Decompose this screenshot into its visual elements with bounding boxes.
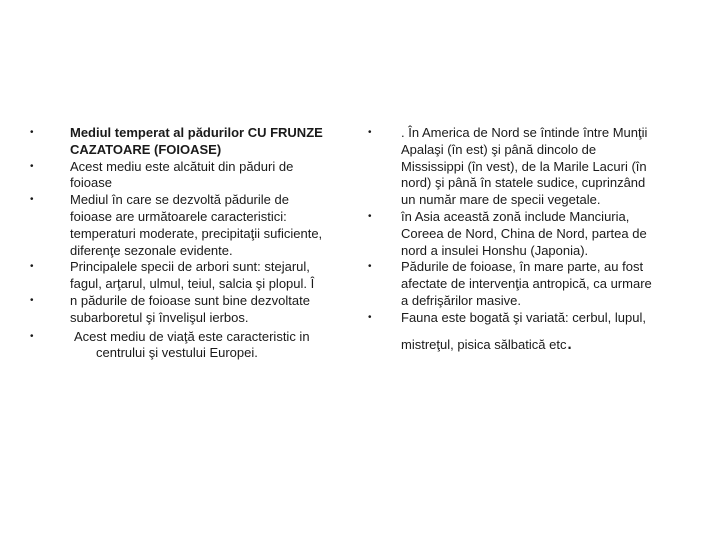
left-item-5-line-2: subarboretul şi învelişul ierbos. [70,309,249,325]
right-item-2-line-2: Coreea de Nord, China de Nord, partea de [401,225,647,241]
left-item-4-line-2: fagul, arţarul, ulmul, teiul, salcia şi plopul. Î [70,276,315,292]
right-item-2 [368,209,678,259]
left-item-3-line-1: Mediul în care se dezvoltă pădurile de [70,192,289,208]
final-period: . [566,328,573,354]
left-item-6-line-1: Acest mediu de viaţă este caracteristic in [74,328,310,344]
left-item-5 [30,293,350,327]
bullet-icon: • [368,210,372,222]
right-item-4 [368,310,678,327]
left-item-3-line-2: foioase are următoarele caracteristici: [70,208,287,224]
right-item-3 [368,259,678,309]
left-item-4-line-1: Principalele specii de arbori sunt: stejarul, [70,259,310,275]
left-item-2 [30,159,350,193]
left-item-3-line-4: diferenţe sezonale evidente. [70,242,233,258]
left-item-4 [30,259,350,293]
left-item-5-line-1: n pădurile de foioase sunt bine dezvoltate [70,292,310,308]
left-item-3 [30,192,350,259]
right-item-4-continuation-text: mistreţul, pisica sălbatică etc [401,336,567,352]
right-item-2-line-1: în Asia această zonă include Manciuria, [401,208,630,224]
bullet-icon: • [30,294,34,306]
right-item-4-continuation [368,328,678,354]
right-item-3-line-3: a defrişărilor masive. [401,292,521,308]
bullet-icon: • [30,127,34,138]
right-item-2-line-3: nord a insulei Honshu (Japonia). [401,242,589,258]
right-item-4-line-1: Fauna este bogată şi variată: cerbul, lupul, [401,309,646,325]
right-item-1-line-3: Mississippi (în vest), de la Marile Lacuri (în [401,158,647,174]
left-item-1 [30,125,350,159]
right-item-1-line-4: nord) şi până în statele sudice, cuprinzând [401,175,646,191]
left-column [30,125,350,362]
bullet-icon: • [368,127,372,138]
right-item-3-line-1: Pădurile de foioase, în mare parte, au fost [401,259,644,275]
left-item-2-line-1: Acest mediu este alcătuit din păduri de [70,158,294,174]
left-item-3-line-3: temperaturi moderate, precipitaţii suficiente, [70,225,323,241]
right-item-1-line-1: . În America de Nord se întinde între Munţii [401,125,648,140]
bullet-icon: • [30,160,34,172]
bullet-icon: • [368,261,372,273]
left-item-2-line-2: foioase [70,175,112,191]
left-item-1-line-2: CAZATOARE (FOIOASE) [70,141,222,157]
bullet-icon: • [30,194,34,206]
bullet-icon: • [368,311,372,323]
bullet-icon: • [30,261,34,273]
right-item-3-line-2: afectate de intervenţia antropică, ca urmare [401,276,652,292]
left-item-1-line-1: Mediul temperat al pădurilor CU FRUNZE [70,125,323,140]
right-column [368,125,678,353]
right-item-1 [368,125,678,209]
left-item-6 [30,329,350,363]
bullet-icon: • [30,330,34,342]
right-item-1-line-2: Apalaşi (în est) şi până dincolo de [401,141,597,157]
left-item-6-line-2: centrului şi vestului Europei. [96,345,258,361]
right-item-1-line-5: un număr mare de specii vegetale. [401,192,601,208]
